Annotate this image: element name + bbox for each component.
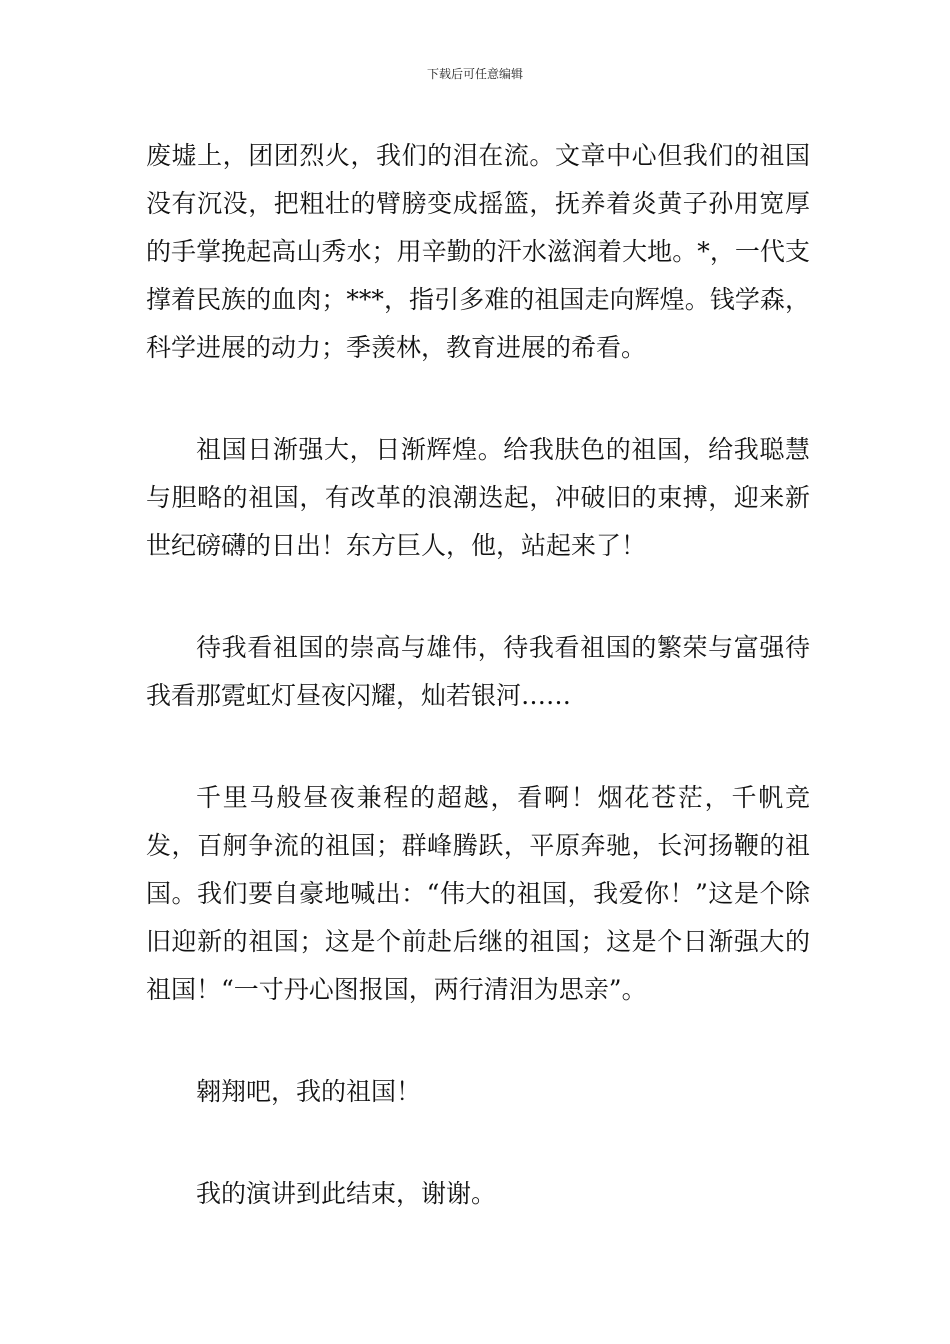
page-header: 下载后可任意编辑 — [426, 67, 523, 81]
paragraph-spacer — [146, 720, 810, 774]
paragraph-spacer — [146, 1014, 810, 1068]
paragraph-spacer — [146, 372, 810, 426]
paragraph-2: 祖国日渐强大，日渐辉煌。给我肤色的祖国，给我聪慧与胆略的祖国，有改革的浪潮迭起，冲破旧的束搏，迎来新世纪磅礴的日出！东方巨人，他，站起来了！ — [146, 435, 810, 560]
paragraph-6: 我的演讲到此结束，谢谢。 — [196, 1179, 497, 1208]
paragraph-1: 废墟上，团团烈火，我们的泪在流。文章中心但我们的祖国没有沉没，把粗壮的臂膀变成摇篮，抚养着炎黄子孙用宽厚的手掌挽起高山秀水；用辛勤的汗水滋润着大地。*，一代支撑着民族的血肉；***，指引多难的祖国走向辉煌。钱学森，科学进展的动力；季羡林，教育进展的希看。 — [146, 141, 810, 362]
paragraph-5: 翱翔吧，我的祖国！ — [196, 1077, 422, 1106]
paragraph-spacer — [146, 1116, 810, 1170]
paragraph-spacer — [146, 570, 810, 624]
document-body — [146, 132, 810, 1218]
paragraph-3: 待我看祖国的崇高与雄伟，待我看祖国的繁荣与富强待我看那霓虹灯昼夜闪耀，灿若银河…… — [146, 633, 810, 710]
paragraph-4: 千里马般昼夜兼程的超越，看啊！烟花苍茫，千帆竞发，百舸争流的祖国；群峰腾跃，平原奔驰，长河扬鞭的祖国。我们要自豪地喊出：“伟大的祖国，我爱你！”这是个除旧迎新的祖国；这是个前赴后继的祖国；这是个日渐强大的祖国！“一寸丹心图报国，两行清泪为思亲”。 — [146, 783, 810, 1004]
